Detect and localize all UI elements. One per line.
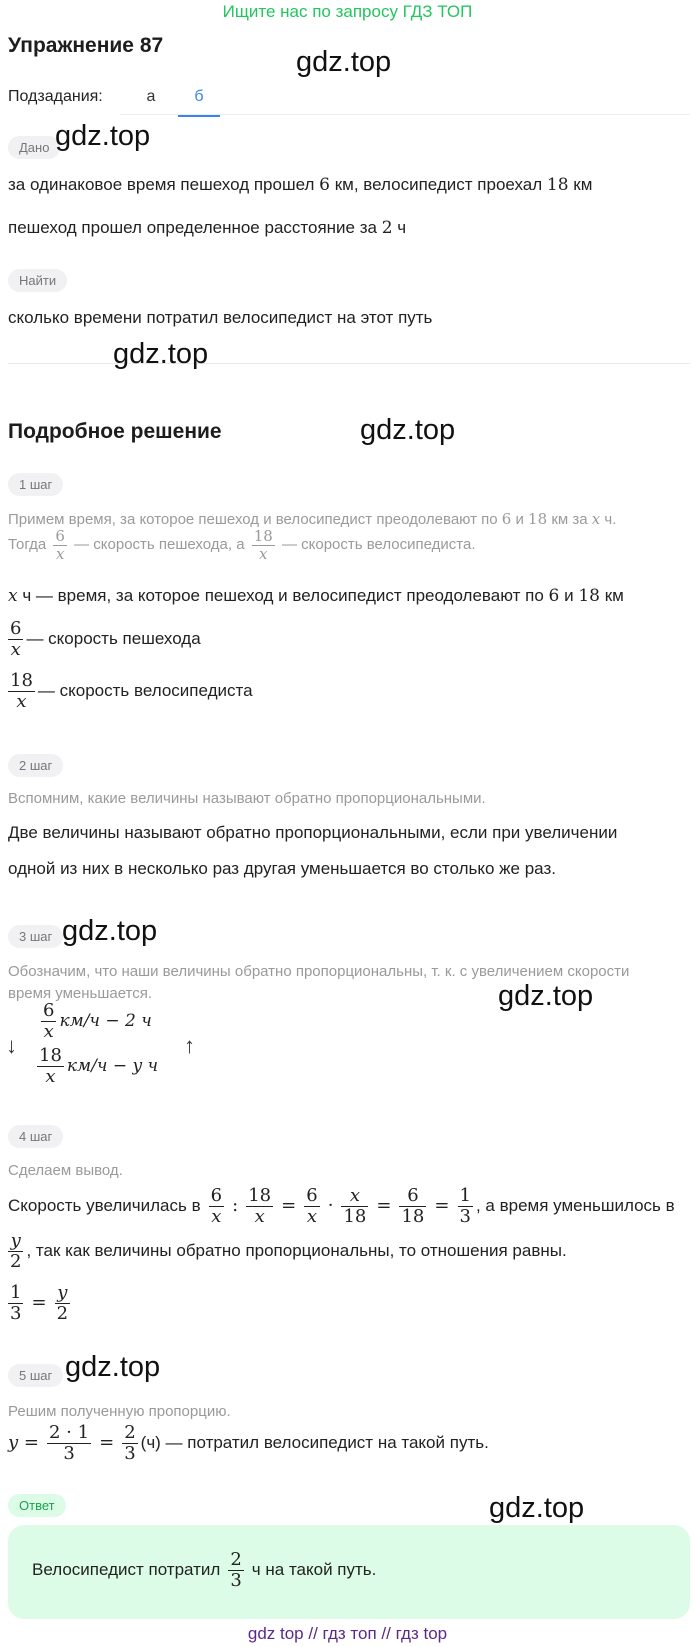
subtask-tab-b[interactable]: б xyxy=(178,88,220,117)
step-4-badge: 4 шаг xyxy=(8,1125,63,1148)
fraction-1-over-3: $\frac{1}{3}$ xyxy=(459,1185,471,1227)
subtasks-label: Подзадания: xyxy=(8,88,103,105)
watermark: gdz.top xyxy=(55,120,151,152)
proportion-row-2: $\frac{18}{x}$ км/ч − y ч xyxy=(39,1045,159,1087)
page-title: Упражнение 87 xyxy=(8,34,164,57)
watermark: gdz.top xyxy=(62,915,158,947)
fraction-2-over-3: $\frac{2}{3}$ xyxy=(124,1422,136,1464)
fraction-6-over-x: $\frac{6}{x}$ xyxy=(306,1185,318,1227)
fraction-6-over-x: $\frac{6}{x}$ xyxy=(43,1000,55,1042)
step-5-badge: 5 шаг xyxy=(8,1364,63,1387)
step-3-hint-2: время уменьшается. xyxy=(8,985,153,1002)
step-2-badge: 2 шаг xyxy=(8,754,63,777)
search-banner: Ищите нас по запросу ГДЗ ТОП xyxy=(222,2,473,21)
watermark: gdz.top xyxy=(65,1351,161,1383)
answer-badge: Ответ xyxy=(8,1494,66,1517)
footer-links: gdz top // гдз топ // гдз top xyxy=(247,1624,448,1643)
fraction-2x1-over-3: $\frac{2 \cdot 1}{3}$ xyxy=(49,1422,90,1464)
watermark: gdz.top xyxy=(489,1492,585,1524)
step-1-line-3: $\frac{18}{x}$ — скорость велосипедиста xyxy=(10,670,253,712)
step-3-hint-1: Обозначим, что наши величины обратно пропорциональны, т. к. с увеличением скорости xyxy=(8,963,630,980)
step-3-badge: 3 шаг xyxy=(8,925,63,948)
footer-link-1[interactable]: gdz top xyxy=(247,1624,304,1643)
step-4-conclusion: Скорость увеличилась в $\frac{6}{x}$ : $\frac{18}{x}$ = $\frac{6}{x}$ · $\frac{x}{18}$ = $\frac{6}{18}$ = $\frac{1}{3}$ , а время уменьшилось в xyxy=(8,1185,675,1227)
fraction-x-over-18: $\frac{x}{18}$ xyxy=(343,1185,367,1227)
watermark: gdz.top xyxy=(360,414,456,446)
divider xyxy=(8,363,690,364)
subtask-tab-a[interactable]: а xyxy=(146,88,156,105)
fraction-18-over-x: $\frac{18}{x}$ xyxy=(39,1045,62,1087)
step-4-hint: Сделаем вывод. xyxy=(8,1162,123,1179)
fraction-6-over-x: $\frac{6}{x}$ xyxy=(210,1185,223,1227)
fraction-18-over-x: $\frac{18}{x}$ xyxy=(253,527,273,563)
step-5-solution: y = $\frac{2 \cdot 1}{3}$ = $\frac{2}{3}$ (ч) — потратил велосипедист на такой путь. xyxy=(8,1422,489,1464)
watermark: gdz.top xyxy=(498,980,594,1012)
solution-heading: Подробное решение xyxy=(8,420,222,443)
step-1-hint-1: Примем время, за которое пешеход и велосипедист преодолевают по 6 и 18 км за x ч. xyxy=(8,510,617,528)
answer-text: Велосипедист потратил $\frac{2}{3}$ ч на такой путь. xyxy=(32,1549,377,1591)
find-badge: Найти xyxy=(8,269,67,292)
fraction-2-over-3: $\frac{2}{3}$ xyxy=(230,1549,242,1591)
step-4-conclusion-2: $\frac{y}{2}$ , так как величины обратно пропорциональны, то отношения равны. xyxy=(10,1230,567,1272)
given-line-1: за одинаковое время пешеход прошел 6 км, велосипедист проехал 18 км xyxy=(8,175,593,195)
arrow-up-icon: ↑ xyxy=(184,1033,195,1058)
fraction-6-over-x: $\frac{6}{x}$ xyxy=(55,527,65,563)
proportion-row-1: $\frac{6}{x}$ км/ч − 2 ч xyxy=(43,1000,152,1042)
fraction-18-over-x: $\frac{18}{x}$ xyxy=(248,1185,272,1227)
find-text: сколько времени потратил велосипедист на этот путь xyxy=(8,308,433,327)
tabs-divider xyxy=(120,114,690,115)
watermark: gdz.top xyxy=(296,46,392,78)
given-line-2: пешеход прошел определенное расстояние за 2 ч xyxy=(8,218,407,238)
given-badge: Дано xyxy=(8,136,60,159)
footer-link-3[interactable]: гдз top xyxy=(395,1624,448,1643)
fraction-6-over-x: $\frac{6}{x}$ xyxy=(10,618,22,660)
step-2-text-1: Две величины называют обратно пропорциональными, если при увеличении xyxy=(8,823,618,842)
fraction-y-over-2: $\frac{y}{2}$ xyxy=(10,1230,22,1272)
footer-link-2[interactable]: гдз топ xyxy=(322,1624,377,1643)
step-1-hint-2: Тогда $\frac{6}{x}$ — скорость пешехода, а $\frac{18}{x}$ — скорость велосипедиста. xyxy=(8,527,476,563)
fraction-1-over-3: $\frac{1}{3}$ xyxy=(10,1282,22,1324)
fraction-y-over-2: $\frac{y}{2}$ xyxy=(56,1282,69,1324)
step-4-equation: $\frac{1}{3}$ = $\frac{y}{2}$ xyxy=(10,1282,69,1324)
step-1-line-2: $\frac{6}{x}$ — скорость пешехода xyxy=(10,618,201,660)
step-1-line-1: x ч — время, за которое пешеход и велосипедист преодолевают по 6 и 18 км xyxy=(8,586,624,606)
watermark: gdz.top xyxy=(113,338,209,370)
step-2-text-2: одной из них в несколько раз другая уменьшается во столько же раз. xyxy=(8,859,556,878)
step-1-badge: 1 шаг xyxy=(8,473,63,496)
arrow-down-icon: ↓ xyxy=(6,1033,17,1058)
step-5-hint: Решим полученную пропорцию. xyxy=(8,1403,231,1420)
fraction-6-over-18: $\frac{6}{18}$ xyxy=(401,1185,425,1227)
fraction-18-over-x: $\frac{18}{x}$ xyxy=(10,670,33,712)
step-2-hint: Вспомним, какие величины называют обратно пропорциональными. xyxy=(8,790,486,807)
